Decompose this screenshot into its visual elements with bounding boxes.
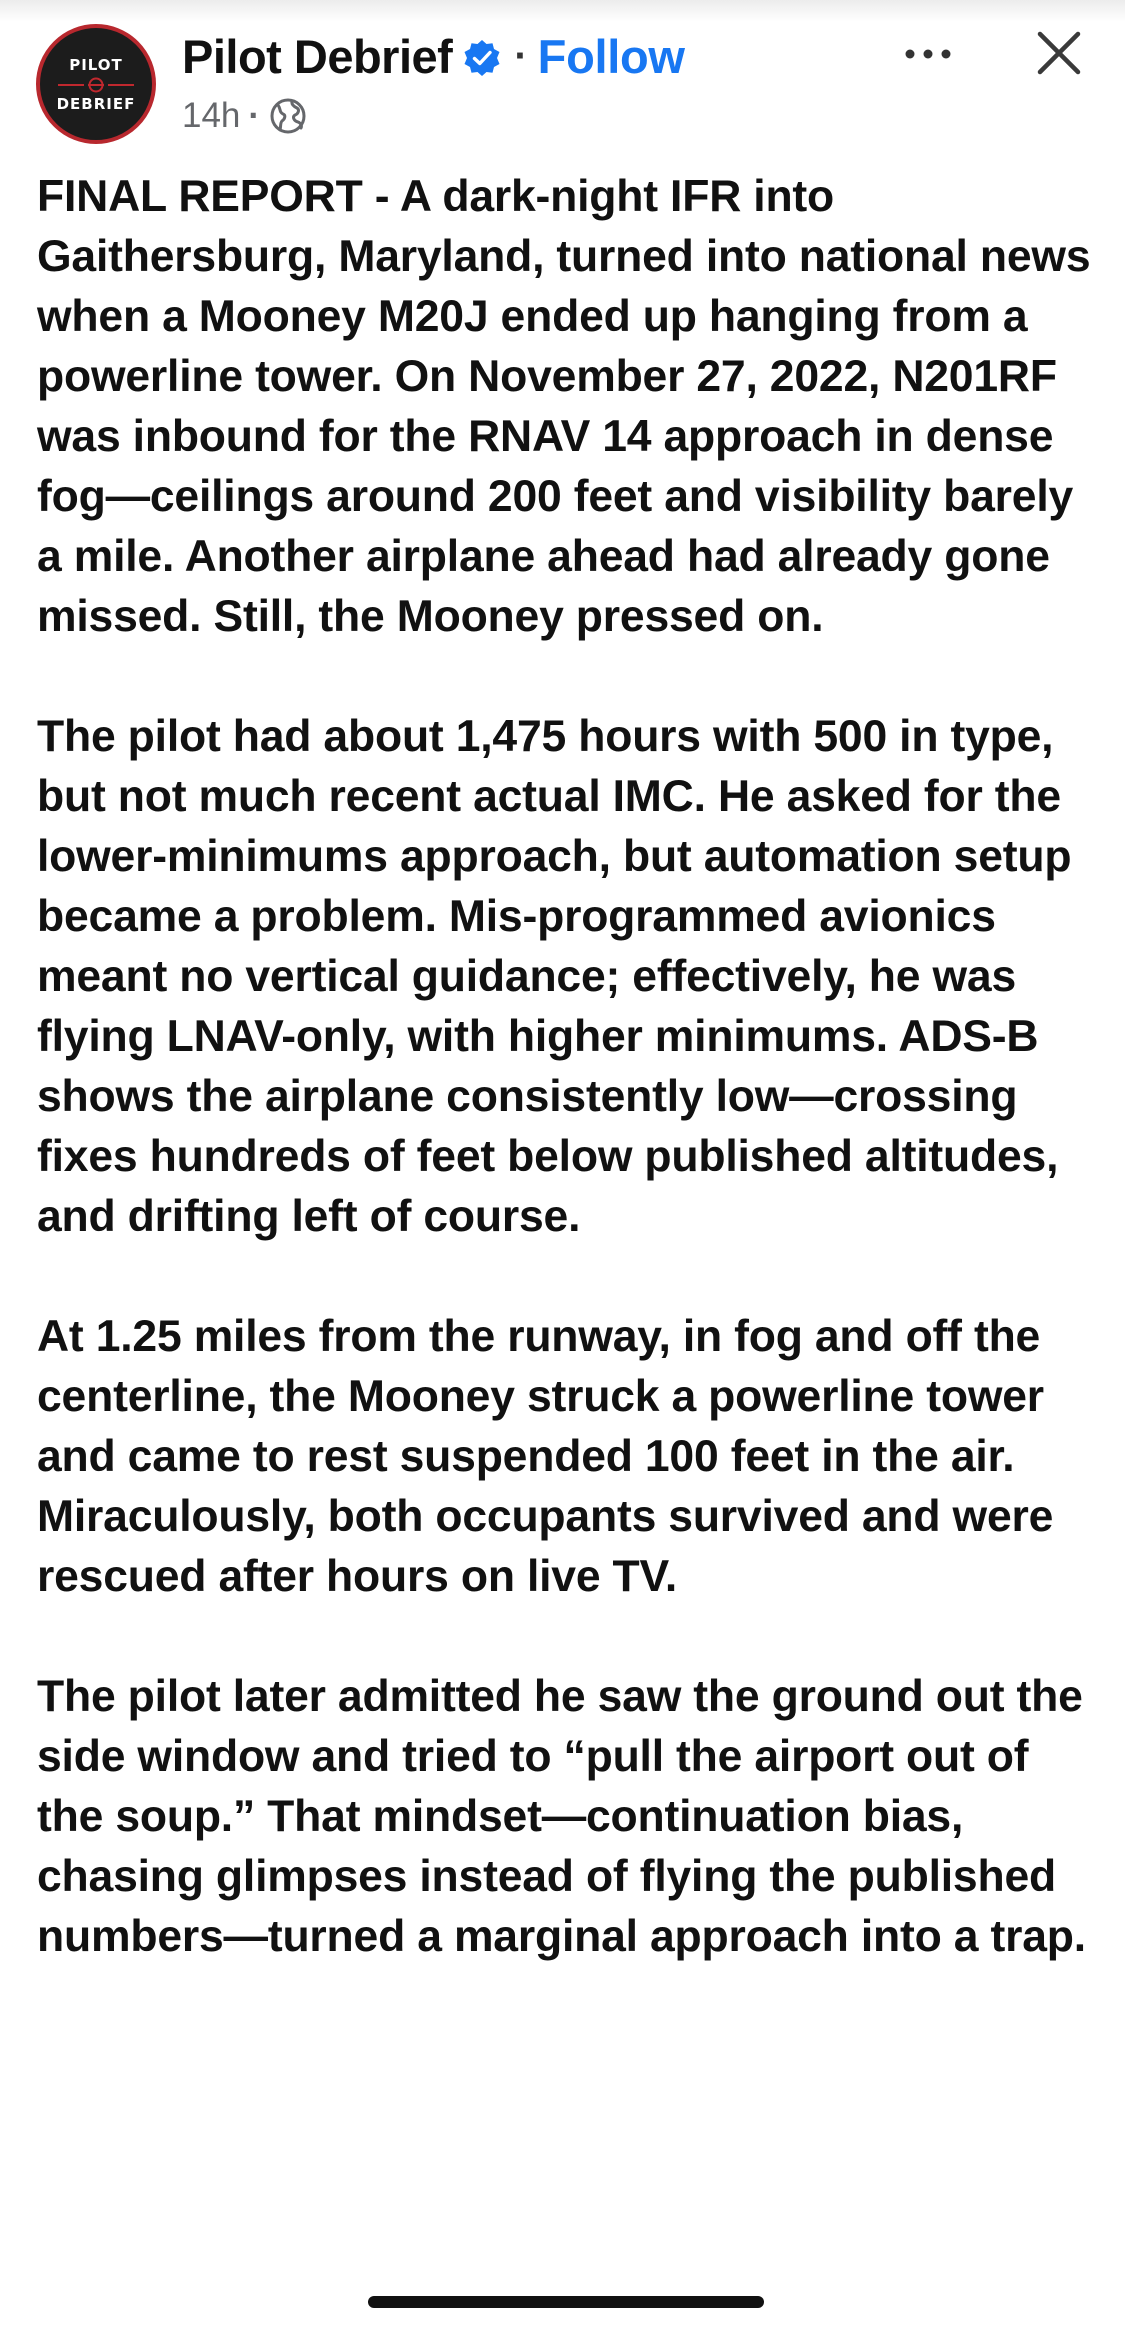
- post-text: [37, 167, 1097, 2027]
- scroll-handle[interactable]: [368, 2296, 764, 2308]
- close-icon[interactable]: [1032, 26, 1086, 80]
- globe-icon: [268, 96, 308, 136]
- wings-emblem-icon: [58, 77, 134, 93]
- follow-button[interactable]: Follow: [537, 29, 685, 83]
- name-separator: ·: [514, 33, 528, 78]
- post-paragraph: The pilot later admitted he saw the ground out the side window and tried to “pull the airport out of the soup.” That mindset—continuation bias, chasing glimpses instead of flying the published numbers—turned a marginal approach into a trap.: [37, 1672, 1086, 1961]
- page-name[interactable]: Pilot Debrief: [182, 29, 453, 83]
- post-paragraph: FINAL REPORT - A dark-night IFR into Gaithersburg, Maryland, turned into national news when a Mooney M20J ended up hanging from a powerline tower. On November 27, 2022, N201RF was inbound for the RNAV 14 approach in dense fog—ceilings around 200 feet and visibility barely a mile. Another airplane ahead had already gone missed. Still, the Mooney pressed on.: [37, 172, 1091, 641]
- name-row: [182, 26, 685, 86]
- avatar-bottom-text: DEBRIEF: [56, 95, 136, 113]
- meta-separator: ·: [248, 96, 261, 135]
- post-paragraph: At 1.25 miles from the runway, in fog and off the centerline, the Mooney struck a powerline tower and came to rest suspended 100 feet in the air. Miraculously, both occupants survived and were rescued after hours on live TV.: [37, 1312, 1054, 1601]
- post-paragraph: The pilot had about 1,475 hours with 500 in type, but not much recent actual IMC. He asked for the lower-minimums approach, but automation setup became a problem. Mis-programmed avionics meant no vertical guidance; effectively, he was flying LNAV-only, with higher minimums. ADS-B shows the airplane consistently low—crossing fixes hundreds of feet below published altitudes, and drifting left of course.: [37, 712, 1072, 1241]
- more-options-icon[interactable]: [898, 32, 958, 76]
- avatar[interactable]: [36, 24, 156, 144]
- post-meta: [182, 92, 308, 140]
- verified-badge-icon: [462, 38, 502, 78]
- avatar-top-text: PILOT: [69, 56, 123, 74]
- post-header: [0, 0, 1125, 160]
- post-timestamp[interactable]: 14h: [182, 96, 241, 135]
